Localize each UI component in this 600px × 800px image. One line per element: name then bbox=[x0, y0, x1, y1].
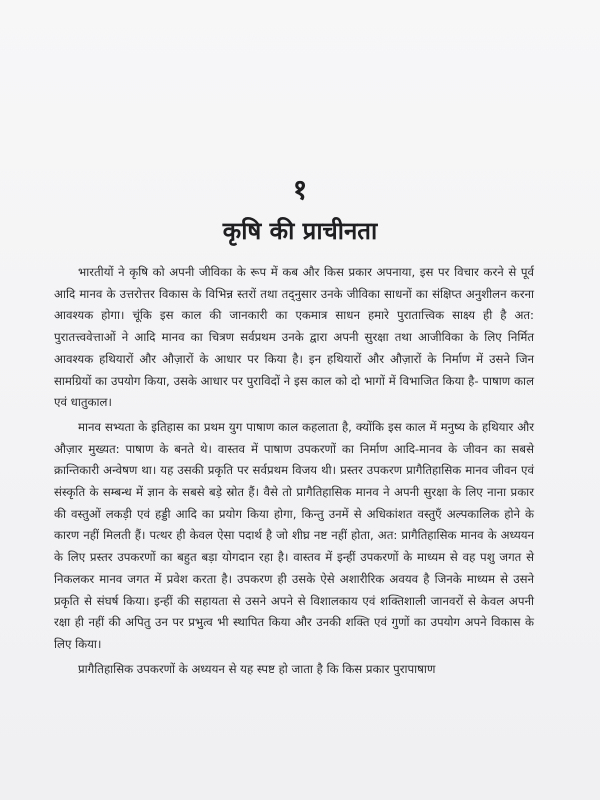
chapter-body bbox=[54, 262, 534, 680]
paragraph-stone-age: मानव सभ्यता के इतिहास का प्रथम युग पाषाण काल कहलाता है, क्योंकि इस काल में मनुष्य के हथियार और औज़ार मुख्यत: पाषाण के बनते थे। वास्तव में पाषाण उपकरणों का निर्माण आदि-मानव के जीवन का सबसे क्रान्तिकारी अन्वेषण था। यह उसकी प्रकृति पर सर्वप्रथम विजय थी। प्रस्तर उपकरण प्रागैतिहासिक मानव जीवन एवं संस्कृति के सम्बन्ध में ज्ञान के सबसे बड़े स्रोत हैं। वैसे तो प्रागैतिहासिक मानव ने अपनी सुरक्षा के लिए नाना प्रकार की वस्तुओं लकड़ी एवं हड्डी आदि का प्रयोग किया होगा, किन्तु उनमें से अधिकांशत वस्तुएँ अल्पकालिक होने के कारण नहीं मिलती हैं। पत्थर ही केवल ऐसा पदार्थ है जो शीघ्र नष्ट नहीं होता, अत: प्रागैतिहासिक मानव के अध्ययन के लिए प्रस्तर उपकरणों का बहुत बड़ा योगदान रहा है। वास्तव में इन्हीं उपकरणों के माध्यम से वह पशु जगत से निकलकर मानव जगत में प्रवेश करता है। उपकरण ही उसके ऐसे अशारीरिक अवयव है जिनके माध्यम से उसने प्रकृति से संघर्ष किया। इन्हीं की सहायता से उसने अपने से विशालकाय एवं शक्तिशाली जानवरों से केवल अपनी रक्षा ही नहीं की अपितु उन पर प्रभुत्व भी स्थापित किया और उनकी शक्ति एवं गुणों का उपयोग अपने विकास के लिए किया। bbox=[54, 419, 534, 651]
paragraph-intro: भारतीयों ने कृषि को अपनी जीविका के रूप में कब और किस प्रकार अपनाया, इस पर विचार करने से पूर्व आदि मानव के उत्तरोत्तर विकास के विभिन्न स्तरों तथा तद्नुसार उनके जीविका साधनों का संक्षिप्त अनुशीलन करना आवश्यक होगा। चूंकि इस काल की जानकारी का एकमात्र साधन हमारे पुरातात्त्विक साक्ष्य ही है अत: पुरातत्त्ववेत्ताओं ने आदि मानव का चित्रण सर्वप्रथम उनके द्वारा अपनी सुरक्षा तथा आजीविका के लिए निर्मित आवश्यक हथियारों और औज़ारों के आधार पर किया है। इन हथियारों और औज़ारों के निर्माण में उसने जिन सामग्रियों का उपयोग किया, उसके आधार पर पुराविदों ने इस काल को दो भागों में विभाजित किया है- पाषाण काल एवं धातुकाल। bbox=[54, 265, 534, 410]
paragraph-prehistoric-tools: प्रागैतिहासिक उपकरणों के अध्ययन से यह स्पष्ट हो जाता है कि किस प्रकार पुरापाषाण bbox=[78, 661, 436, 676]
chapter-title: कृषि की प्राचीनता bbox=[222, 217, 378, 245]
chapter-number: १ bbox=[292, 173, 308, 206]
